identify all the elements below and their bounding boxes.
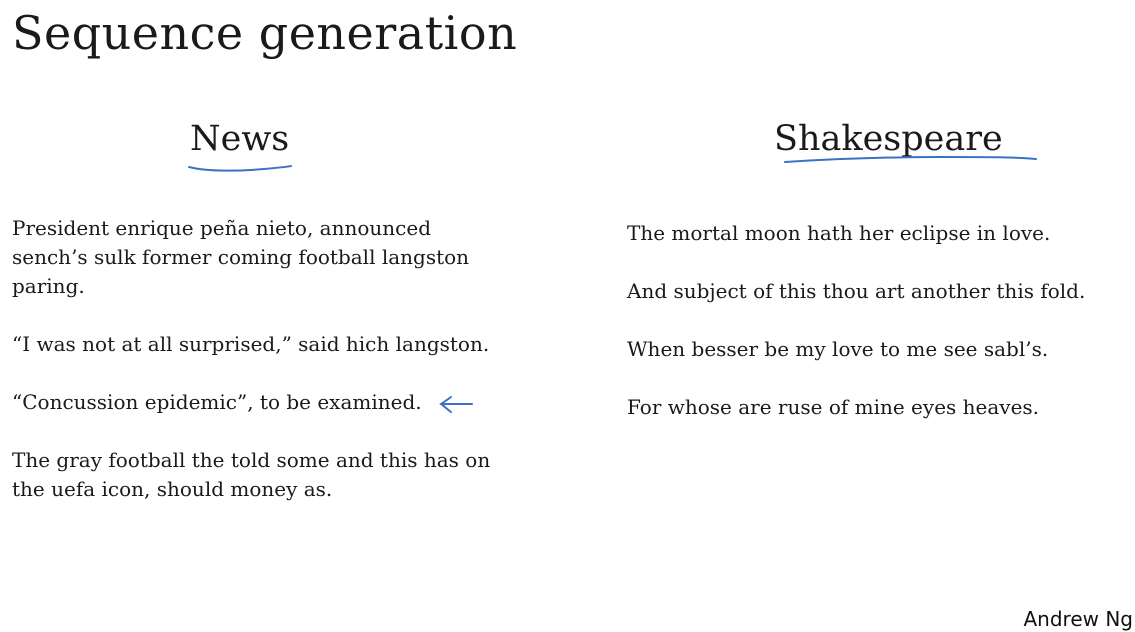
shakespeare-line-1: The mortal moon hath her eclipse in love. [627,221,1051,245]
news-underline-annotation [186,159,294,177]
news-sample-1: President enrique peña nieto, announced sench’s sulk former coming football langston paring. [12,216,470,298]
author-credit: Andrew Ng [1023,607,1133,631]
shakespeare-line-2: And subject of this thou art another this fold. [627,279,1086,303]
news-heading: News [190,119,290,159]
slide-title: Sequence generation [12,6,518,60]
news-sample-3-text: “Concussion epidemic”, to be examined. [12,390,422,414]
shakespeare-samples [627,219,1132,451]
news-samples [12,214,572,533]
left-arrow-icon [436,394,476,414]
news-sample-4: The gray football the told some and this has on the uefa icon, should money as. [12,448,491,501]
shakespeare-heading: Shakespeare [774,119,1003,159]
shakespeare-line-4: For whose are ruse of mine eyes heaves. [627,395,1040,419]
shakespeare-line-3: When besser be my love to me see sabl’s. [627,337,1049,361]
news-sample-3 [12,388,572,417]
shakespeare-underline-annotation [782,151,1040,169]
news-sample-2: “I was not at all surprised,” said hich langston. [12,332,490,356]
